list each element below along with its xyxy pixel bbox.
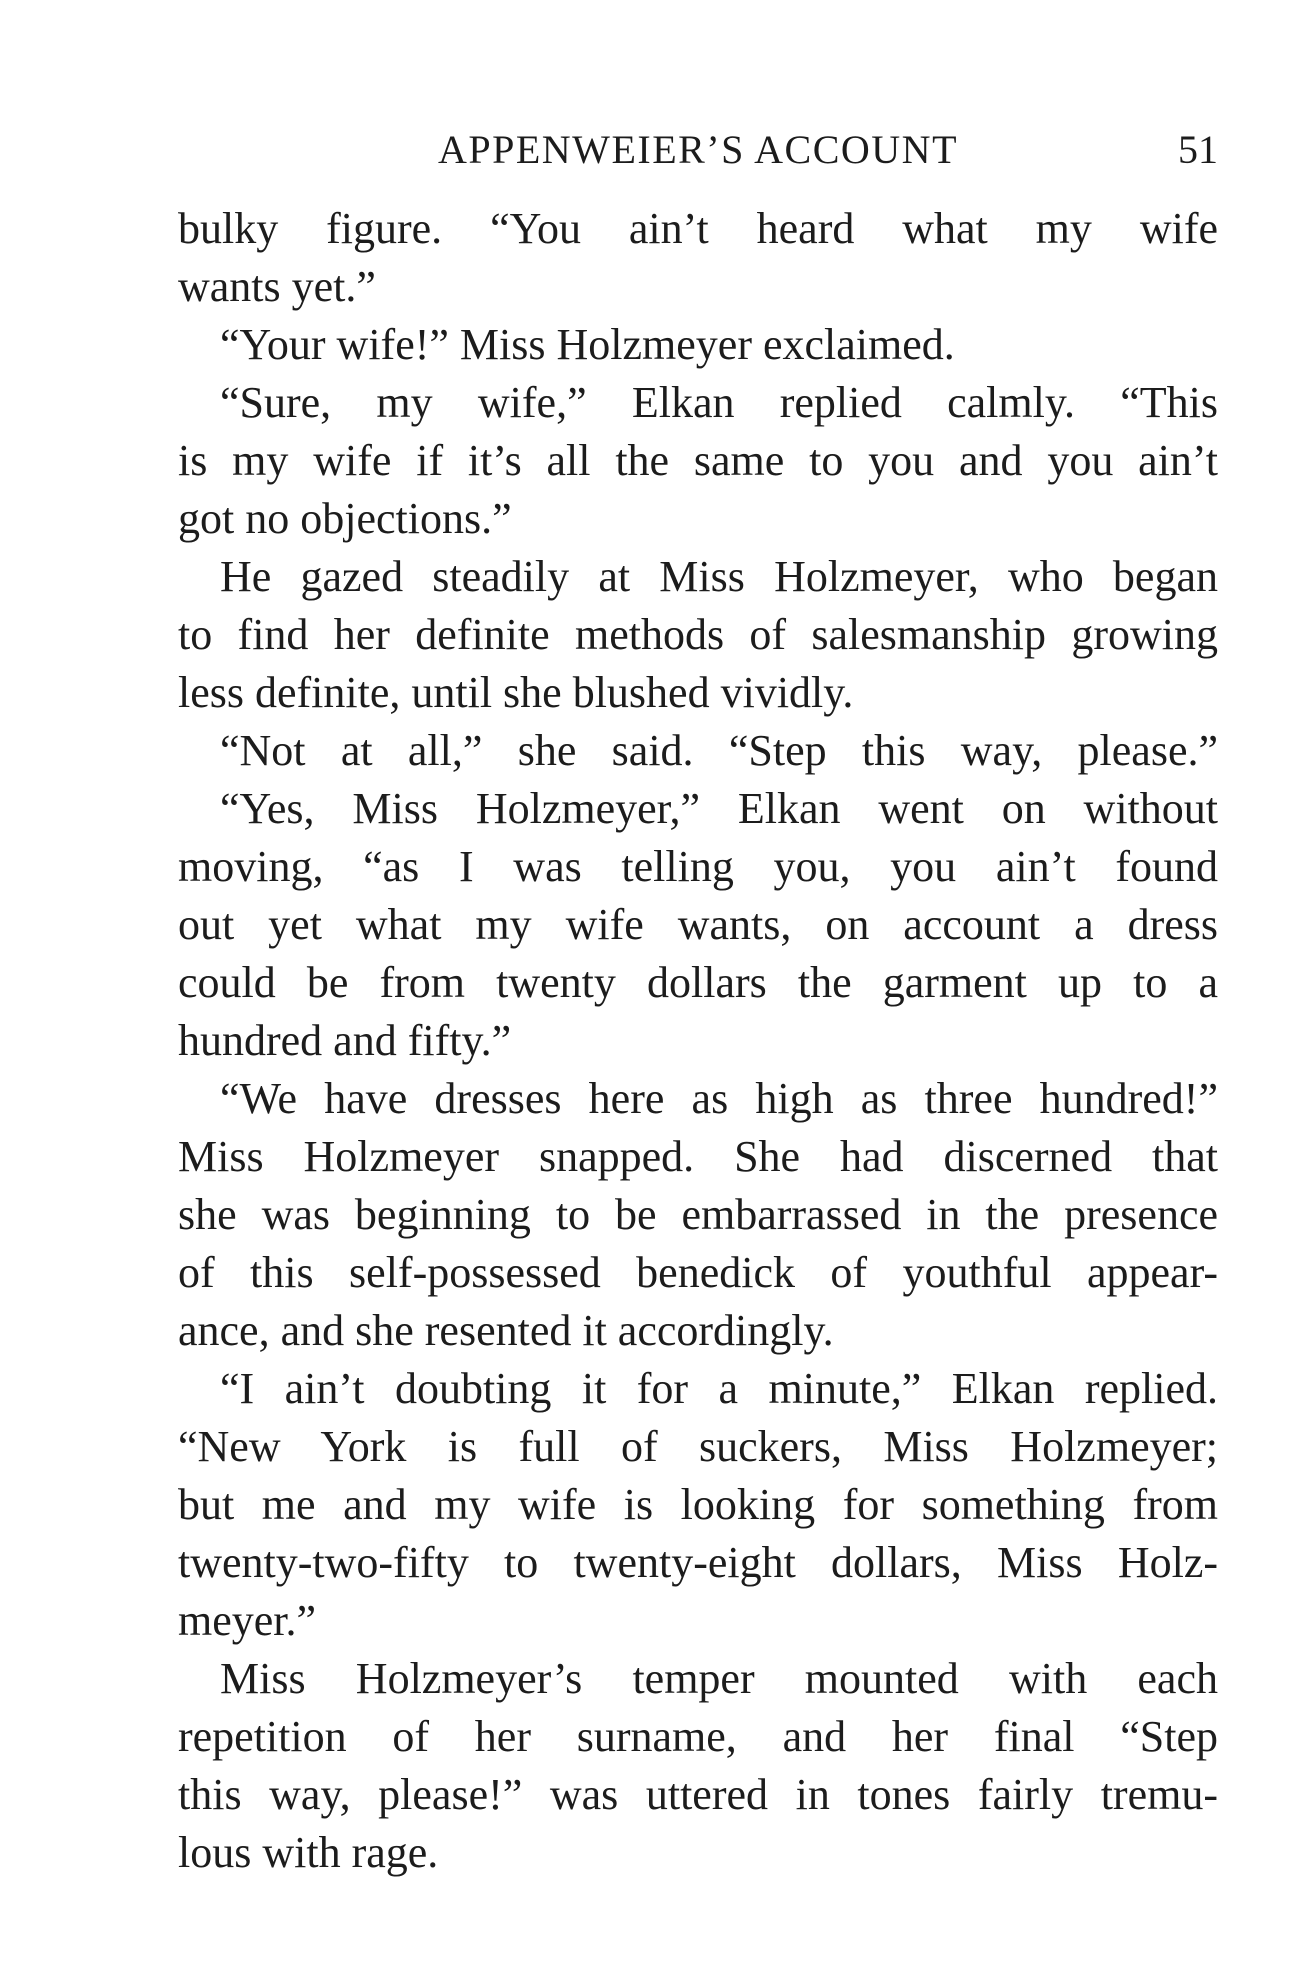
- text-line: twenty-two-fifty to twenty-eight dollars, Miss Holz-: [178, 1538, 1218, 1587]
- running-title: APPENWEIER’S ACCOUNT: [437, 127, 959, 172]
- page-header: [178, 122, 1218, 178]
- text-line: hundred and fifty.”: [178, 1016, 512, 1065]
- text-line: this way, please!” was uttered in tones fairly tremu-: [178, 1770, 1218, 1819]
- text-line: could be from twenty dollars the garment up to a: [178, 958, 1218, 1007]
- text-line: but me and my wife is looking for something from: [178, 1480, 1218, 1529]
- text-line: meyer.”: [178, 1596, 317, 1645]
- text-line: repetition of her surname, and her final “Step: [178, 1712, 1218, 1761]
- text-line: “Your wife!” Miss Holzmeyer exclaimed.: [220, 320, 955, 369]
- text-line: “I ain’t doubting it for a minute,” Elkan replied.: [220, 1364, 1218, 1413]
- text-line: of this self-possessed benedick of youthful appear-: [178, 1248, 1218, 1297]
- text-line: “We have dresses here as high as three hundred!”: [220, 1074, 1218, 1123]
- text-line: got no objections.”: [178, 494, 512, 543]
- text-line: “Not at all,” she said. “Step this way, please.”: [220, 726, 1218, 775]
- text-line: moving, “as I was telling you, you ain’t found: [178, 842, 1218, 891]
- body-text: [178, 200, 1218, 1882]
- text-line: bulky figure. “You ain’t heard what my wife: [178, 204, 1218, 253]
- page-number: 51: [1178, 127, 1218, 172]
- text-line: out yet what my wife wants, on account a dress: [178, 900, 1218, 949]
- text-line: lous with rage.: [178, 1828, 439, 1877]
- text-line: she was beginning to be embarrassed in the presence: [178, 1190, 1218, 1239]
- text-line: to find her definite methods of salesmanship growing: [178, 610, 1218, 659]
- text-line: Miss Holzmeyer’s temper mounted with each: [220, 1654, 1218, 1703]
- text-line: “Sure, my wife,” Elkan replied calmly. “This: [220, 378, 1218, 427]
- text-line: “Yes, Miss Holzmeyer,” Elkan went on without: [220, 784, 1218, 833]
- text-line: He gazed steadily at Miss Holzmeyer, who began: [220, 552, 1218, 601]
- text-line: is my wife if it’s all the same to you and you ain’t: [178, 436, 1218, 485]
- text-line: wants yet.”: [178, 262, 376, 311]
- text-line: “New York is full of suckers, Miss Holzmeyer;: [178, 1422, 1218, 1471]
- text-line: ance, and she resented it accordingly.: [178, 1306, 834, 1355]
- text-line: less definite, until she blushed vividly.: [178, 668, 854, 717]
- text-line: Miss Holzmeyer snapped. She had discerned that: [178, 1132, 1218, 1181]
